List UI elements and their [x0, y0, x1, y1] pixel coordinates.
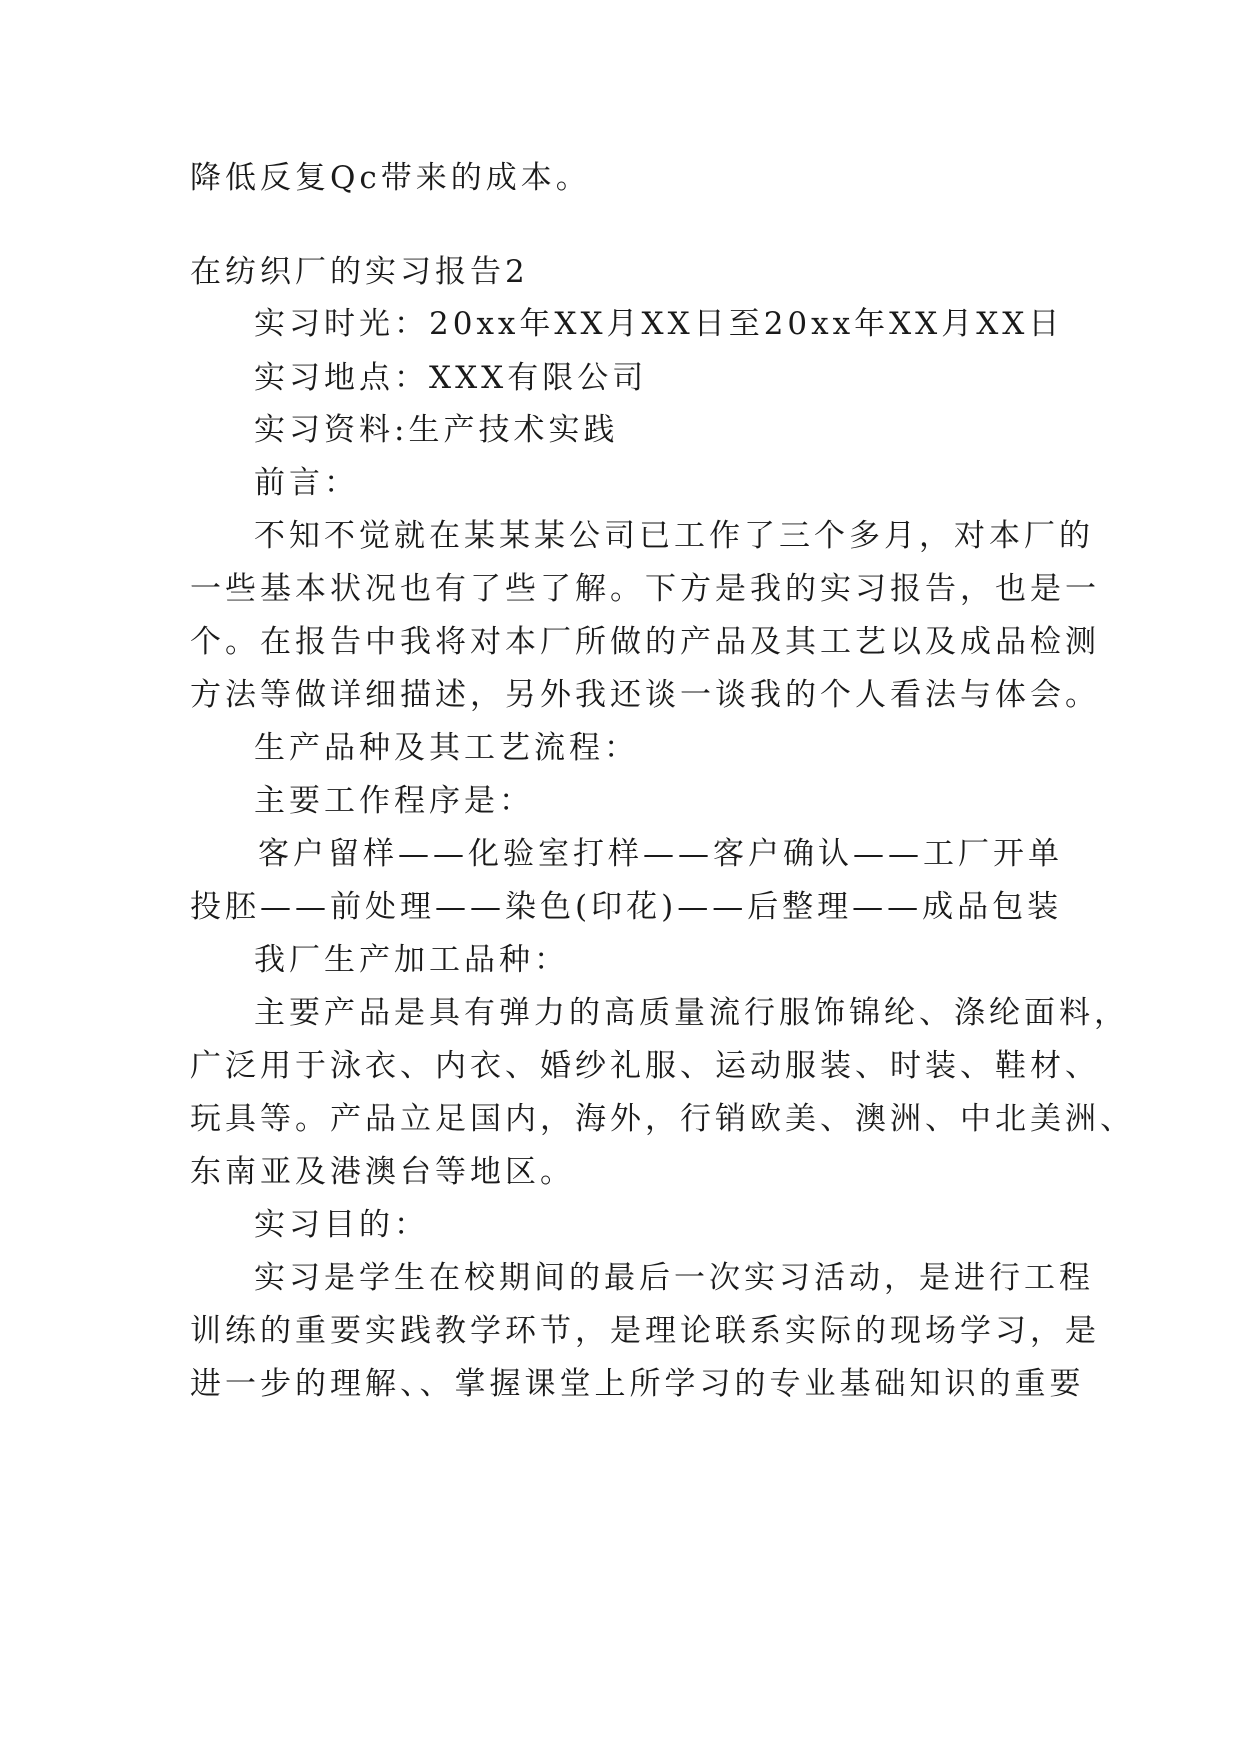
- paragraph-line: 主要产品是具有弹力的高质量流行服饰锦纶、涤纶面料，: [254, 995, 1129, 1031]
- heading-purpose: 实习目的：: [254, 1207, 429, 1243]
- paragraph-line: 进一步的理解、、掌握课堂上所学习的专业基础知识的重要: [190, 1366, 1085, 1402]
- heading-products-process: 生产品种及其工艺流程：: [254, 730, 639, 766]
- paragraph-line: 东南亚及港澳台等地区。: [190, 1154, 575, 1190]
- paragraph-line: 一些基本状况也有了些了解。下方是我的实习报告，也是一: [190, 571, 1100, 607]
- heading-preface: 前言：: [254, 465, 359, 501]
- internship-period: 实习时光：20xx年XX月XX日至20xx年XX月XX日: [254, 306, 1064, 342]
- paragraph-line: 降低反复Qc带来的成本。: [190, 160, 591, 196]
- internship-content: 实习资料:生产技术实践: [254, 412, 619, 448]
- paragraph-line: 实习是学生在校期间的最后一次实习活动，是进行工程: [254, 1260, 1094, 1296]
- heading-main-procedure: 主要工作程序是：: [254, 783, 534, 819]
- paragraph-line: 训练的重要实践教学环节，是理论联系实际的现场学习，是: [190, 1313, 1100, 1349]
- paragraph-line: 玩具等。产品立足国内，海外，行销欧美、澳洲、中北美洲、: [190, 1101, 1135, 1137]
- paragraph-line: 广泛用于泳衣、内衣、婚纱礼服、运动服装、时装、鞋材、: [190, 1048, 1100, 1084]
- paragraph-line: 个。在报告中我将对本厂所做的产品及其工艺以及成品检测: [190, 624, 1100, 660]
- process-flow-line: 投胚——前处理——染色(印花)——后整理——成品包装: [190, 889, 1063, 925]
- paragraph-line: 不知不觉就在某某某公司已工作了三个多月，对本厂的: [254, 518, 1094, 554]
- paragraph-line: 方法等做详细描述，另外我还谈一谈我的个人看法与体会。: [190, 677, 1100, 713]
- heading-product-types: 我厂生产加工品种：: [254, 942, 569, 978]
- process-flow-line: 客户留样——化验室打样——客户确认——工厂开单: [258, 836, 1063, 872]
- internship-location: 实习地点：XXX有限公司: [254, 360, 648, 396]
- section-title: 在纺织厂的实习报告2: [190, 254, 529, 290]
